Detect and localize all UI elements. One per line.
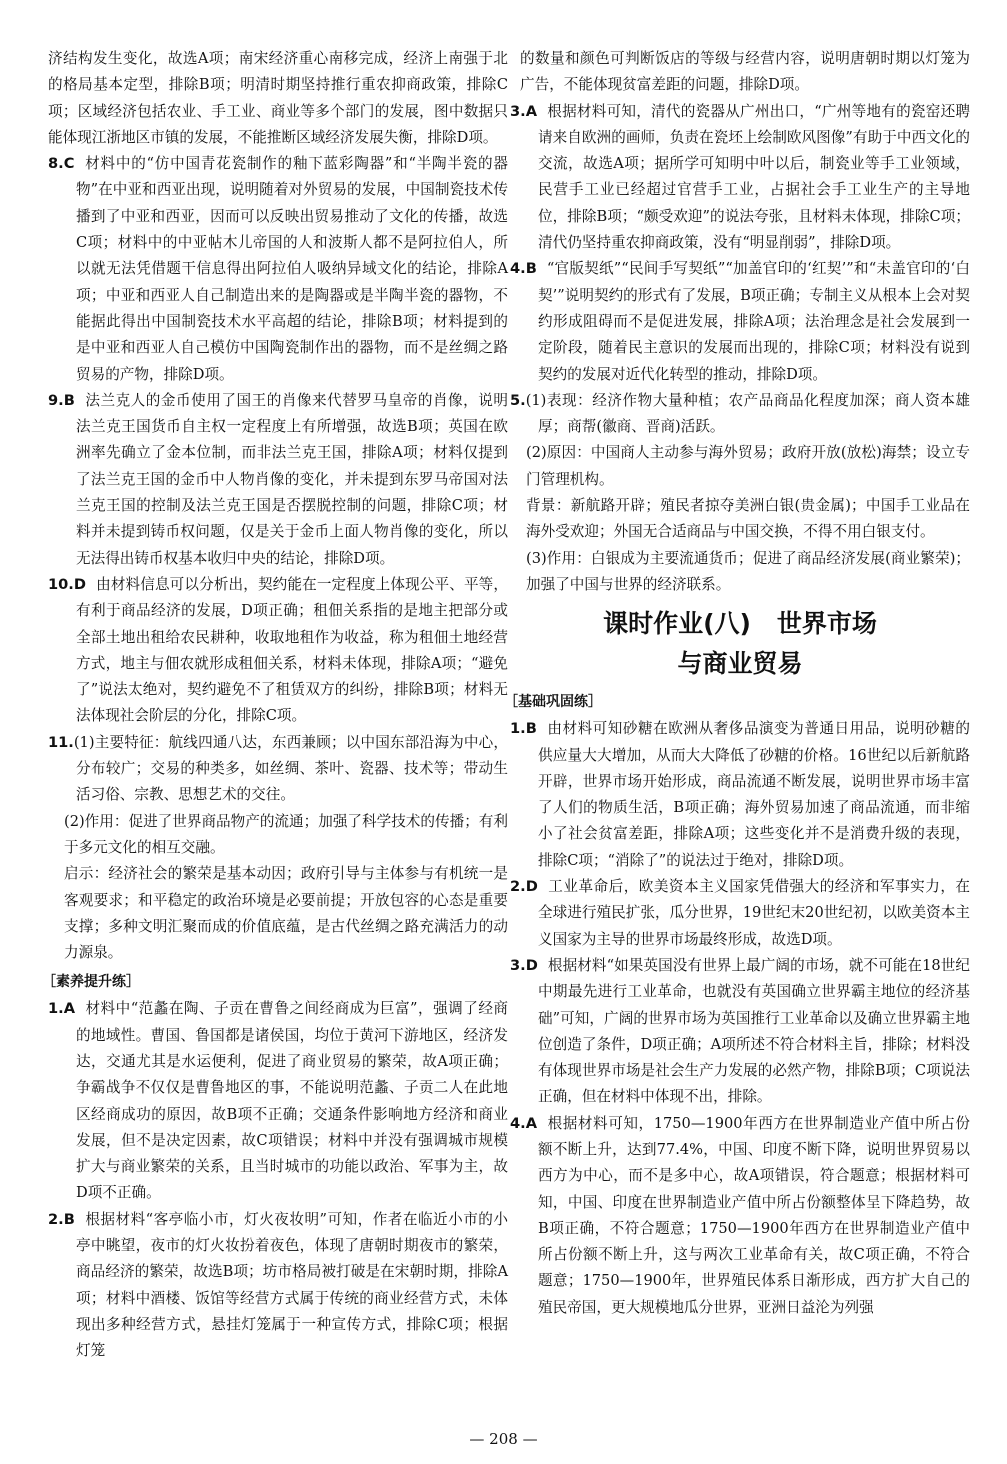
page-number: — 208 — — [469, 1430, 538, 1448]
lesson-title-part2: 与商业贸易 — [677, 649, 803, 679]
lesson-title — [510, 604, 970, 684]
answer-item-11-part2: (2)作用：促进了世界商品物产的流通；加强了科学技术的传播；有利于多元文化的相互交融。 — [64, 812, 508, 856]
answer-item-5-background: 背景：新航路开辟；殖民者掠夺美洲白银(贵金属)；中国手工业品在海外受欢迎；外国无合适商品与中国交换，不得不用白银支付。 — [526, 497, 970, 541]
answer-item-5-reason: (2)原因：中国商人主动参与海外贸易；政府开放(放松)海禁；设立专门管理机构。 — [526, 444, 970, 488]
section-heading-literacy: ［素养提升练］ — [42, 974, 140, 991]
right-top-continuation: 的数量和颜色可判断饭店的等级与经营内容，说明唐朝时期以灯笼为广告，不能体现贫富差距的问题，排除D项。 — [520, 50, 970, 94]
answer-item-8: 8.C 材料中的“仿中国青花瓷制作的釉下蓝彩陶器”和“半陶半瓷的器物”在中亚和西亚出现，说明随着对外贸易的发展，中国制瓷技术传播到了中亚和西亚，因而可以反映出贸易推动了文化的传播，故选C项；材料中的中亚帖木儿帝国的人和波斯人都不是阿拉伯人，所以就无法凭借题干信息得出阿拉伯人吸纳异域文化的结论，排除A项；中亚和西亚人自己制造出来的是陶器或是半陶半瓷的器物，不能据此得出中国制瓷技术水平高超的结论，排除B项；材料提到的是中亚和西亚人自己模仿中国陶瓷制作出的器物，而不是丝绸之路贸易的产物，排除D项。 — [48, 155, 508, 383]
answer-item-4-advanced: 4.B “官版契纸”“民间手写契纸”“加盖官印的‘红契’”和“未盖官印的‘白契’”说明契约的形式有了发展，B项正确；专制主义从根本上会对契约形成阻碍而不是促进发展，排除A项；法治理念是社会发展到一定阶段，随着民主意识的发展而出现的，排除C项；材料没有说到契约的发展对近代化转型的推动，排除D项。 — [510, 260, 970, 383]
left-column — [42, 46, 508, 1365]
answer-item-9: 9.B 法兰克人的金币使用了国王的肖像来代替罗马皇帝的肖像，说明法兰克王国货币自主权一定程度上有所增强，故选B项；英国在欧洲率先确立了金本位制，而非法兰克王国，排除A项；材料仅提到了法兰克王国的金币中人物肖像的变化，并未提到东罗马帝国对法兰克王国的控制及法兰克王国是否摆脱控制的问题，排除C项；材料并未提到铸币权问题，仅是关于金币上面人物肖像的变化，所以无法得出铸币权基本收归中央的结论，排除D项。 — [48, 391, 508, 567]
answer-item-5-advanced: 5.(1)表现：经济作物大量种植；农产品商品化程度加深；商人资本雄厚；商帮(徽商、晋商)活跃。 — [510, 391, 970, 436]
answer-item-1-basic: 1.B 由材料可知砂糖在欧洲从奢侈品演变为普通日用品，说明砂糖的供应量大大增加，从而大大降低了砂糖的价格。16世纪以后新航路开辟，世界市场开始形成，商品流通不断发展，说明世界市场丰富了人们的物质生活，B项正确；海外贸易加速了商品流通，而非缩小了社会贫富差距，排除A项；这些变化并不是消费升级的表现，排除C项；“消除了”的说法过于绝对，排除D项。 — [510, 720, 970, 869]
answer-item-10: 10.D 由材料信息可以分析出，契约能在一定程度上体现公平、平等，有利于商品经济的发展，D项正确；租佃关系指的是地主把部分或全部土地出租给农民耕种，收取地租作为收益，称为租佃土地经营方式，地主与佃农就形成租佃关系，材料未体现，排除A项；“避免了”说法太绝对，契约避免不了租赁双方的纠纷，排除B项；材料无法体现社会阶层的分化，排除C项。 — [48, 575, 508, 725]
left-top-continuation: 济结构发生变化，故选A项；南宋经济重心南移完成，经济上南强于北的格局基本定型，排除B项；明清时期坚持推行重农抑商政策，排除C项；区域经济包括农业、手工业、商业等多个部门的发展，图中数据只能体现江浙地区市镇的发展，不能推断区域经济发展失衡，排除D项。 — [48, 50, 508, 146]
answer-item-11: 11.(1)主要特征：航线四通八达，东西兼顾；以中国东部沿海为中心，分布较广；交易的种类多，如丝绸、茶叶、瓷器、技术等；带动生活习俗、宗教、思想艺术的交往。 — [48, 733, 508, 804]
answer-item-2-advanced: 2.B 根据材料“客亭临小市，灯火夜妆明”可知，作者在临近小市的小亭中眺望，夜市的灯火妆扮着夜色，体现了唐朝时期夜市的繁荣，商品经济的繁荣，故选B项；坊市格局被打破是在宋朝时期，排除A项；材料中酒楼、饭馆等经营方式属于传统的商业经营方式，未体现出多种经营方式，悬挂灯笼属于一种宣传方式，排除C项；根据灯笼 — [48, 1210, 508, 1360]
answer-item-3-advanced: 3.A 根据材料可知，清代的瓷器从广州出口，“广州等地有的瓷窑还聘请来自欧洲的画师，负责在瓷坯上绘制欧风图像”有助于中西文化的交流，故选A项；据所学可知明中叶以后，制瓷业等手工业领域，民营手工业已经超过官营手工业，占据社会手工业生产的主导地位，排除B项；“颇受欢迎”的说法夸张，且材料未体现，排除C项；清代仍坚持重农抑商政策，没有“明显削弱”，排除D项。 — [510, 102, 970, 252]
answer-item-1-advanced: 1.A 材料中“范蠡在陶、子贡在曹鲁之间经商成为巨富”，强调了经商的地域性。曹国、鲁国都是诸侯国，均位于黄河下游地区，经济发达，交通尤其是水运便利，促进了商业贸易的繁荣，故A项正确；争霸战争不仅仅是曹鲁地区的事，不能说明范蠡、子贡二人在此地区经商成功的原因，故B项不正确；交通条件影响地方经济和商业发展，但不是决定因素，故C项错误；材料中并没有强调城市规模扩大与商业繁荣的关系，且当时城市的功能以政治、军事为主，故D项不正确。 — [48, 1000, 508, 1202]
section-heading-basics: ［基础巩固练］ — [504, 694, 602, 711]
lesson-title-part1: 世界市场 — [776, 609, 877, 639]
answer-item-4-basic: 4.A 根据材料可知，1750—1900年西方在世界制造业产值中所占份额不断上升，达到77.4%，中国、印度不断下降，说明世界贸易以西方为中心，而不是多中心，故A项错误，符合题意；根据材料可知，中国、印度在世界制造业产值中所占份额整体呈下降趋势，故B项正确，不符合题意；1750—1900年西方在世界制造业产值中所占份额不断上升，这与两次工业革命有关，故C项正确，不符合题意；1750—1900年，世界殖民体系日渐形成，西方扩大自己的殖民帝国，更大规模地瓜分世界，亚洲日益沦为列强 — [510, 1114, 970, 1316]
answer-item-5-effect: (3)作用：白银成为主要流通货币；促进了商品经济发展(商业繁荣)；加强了中国与世界的经济联系。 — [526, 549, 970, 593]
answer-item-3-basic: 3.D 根据材料“如果英国没有世界上最广阔的市场，就不可能在18世纪中期最先进行工业革命，也就没有英国确立世界霸主地位的经济基础”可知，广阔的世界市场为英国推行工业革命以及确立世界霸主地位创造了条件，D项正确；A项所述不符合材料主旨，排除；材料没有体现世界市场是社会生产力发展的必然产物，排除B项；C项说法正确，但在材料中体现不出，排除。 — [510, 956, 970, 1106]
answer-item-2-basic: 2.D 工业革命后，欧美资本主义国家凭借强大的经济和军事实力，在全球进行殖民扩张，瓜分世界，19世纪末20世纪初，以欧美资本主义国家为主导的世界市场最终形成，故选D项。 — [510, 878, 970, 948]
lesson-title-number: 课时作业(八) — [603, 609, 751, 639]
right-column — [504, 46, 970, 1321]
answer-item-11-inspiration: 启示：经济社会的繁荣是基本动因；政府引导与主体参与有机统一是客观要求；和平稳定的政治环境是必要前提；开放包容的心态是重要支撑；多种文明汇聚而成的价值底蕴，是古代丝绸之路充满活力的动力源泉。 — [64, 865, 508, 962]
